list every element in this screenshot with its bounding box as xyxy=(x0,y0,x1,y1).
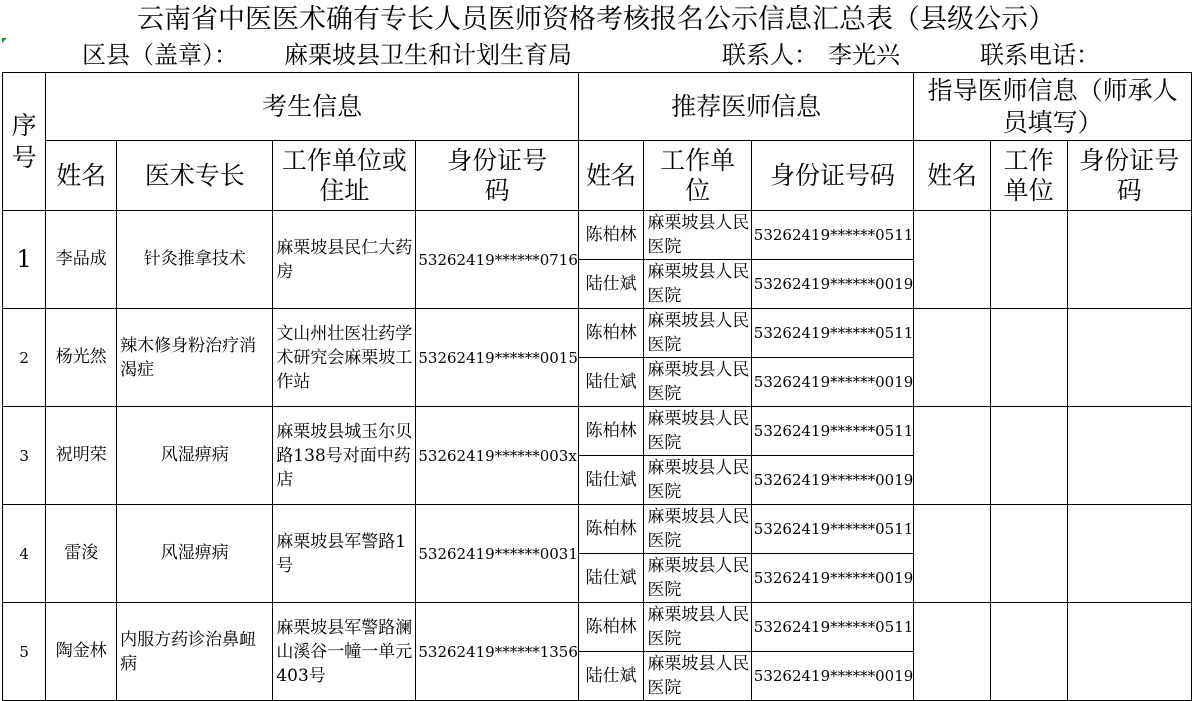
recommend-doctor-id: 53262419******0511 xyxy=(751,505,914,554)
row-index: 5 xyxy=(3,603,46,701)
candidate-specialty: 针灸推拿技术 xyxy=(117,211,273,309)
table-row xyxy=(3,407,1192,456)
recommend-doctor-id: 53262419******0019 xyxy=(751,260,914,309)
recommend-doctor-unit: 麻栗坡县人民医院 xyxy=(644,652,751,701)
candidate-address: 麻栗坡县军警路澜山溪谷一幢一单元403号 xyxy=(273,603,416,701)
table-row xyxy=(3,603,1192,652)
contact-value: 李光兴 xyxy=(828,41,900,69)
mentor-id-cell[interactable] xyxy=(1067,603,1191,701)
candidate-name: 雷浚 xyxy=(46,505,117,603)
recommend-doctor-name: 陈柏林 xyxy=(578,407,643,456)
recommend-doctor-unit: 麻栗坡县人民医院 xyxy=(644,554,751,603)
recommend-doctor-name: 陈柏林 xyxy=(578,505,643,554)
candidate-name: 祝明荣 xyxy=(46,407,117,505)
header-recommend-id: 身份证号码 xyxy=(751,141,914,211)
table-row xyxy=(3,505,1192,554)
table-row xyxy=(3,211,1192,260)
recommend-doctor-id: 53262419******0019 xyxy=(751,358,914,407)
row-index: 1 xyxy=(3,211,46,309)
header-candidate-address: 工作单位或住址 xyxy=(273,141,416,211)
candidate-address: 麻栗坡县城玉尔贝路138号对面中药店 xyxy=(273,407,416,505)
recommend-doctor-unit: 麻栗坡县人民医院 xyxy=(644,505,751,554)
recommend-doctor-name: 陆仕斌 xyxy=(578,260,643,309)
header-candidate-specialty: 医术专长 xyxy=(117,141,273,211)
mentor-id-cell[interactable] xyxy=(1067,211,1191,309)
recommend-doctor-id: 53262419******0511 xyxy=(751,211,914,260)
recommend-doctor-unit: 麻栗坡县人民医院 xyxy=(644,309,751,358)
header-recommend-unit: 工作单位 xyxy=(644,141,751,211)
row-index: 3 xyxy=(3,407,46,505)
candidate-specialty: 风湿痹病 xyxy=(117,505,273,603)
recommend-doctor-unit: 麻栗坡县人民医院 xyxy=(644,358,751,407)
mentor-id-cell[interactable] xyxy=(1067,309,1191,407)
header-mentor-group: 指导医师信息（师承人员填写） xyxy=(914,73,1192,141)
candidate-id: 53262419******003x xyxy=(416,407,579,505)
header-candidate-name: 姓名 xyxy=(46,141,117,211)
header-mentor-name: 姓名 xyxy=(914,141,990,211)
mentor-unit-cell[interactable] xyxy=(990,603,1067,701)
candidate-name: 李品成 xyxy=(46,211,117,309)
recommend-doctor-unit: 麻栗坡县人民医院 xyxy=(644,211,751,260)
mentor-unit-cell[interactable] xyxy=(990,309,1067,407)
candidate-specialty: 内服方药诊治鼻衄病 xyxy=(117,603,273,701)
candidate-id: 53262419******0031 xyxy=(416,505,579,603)
header-recommend-group: 推荐医师信息 xyxy=(578,73,913,141)
candidate-address: 麻栗坡县民仁大药房 xyxy=(273,211,416,309)
header-index: 序号 xyxy=(3,73,46,211)
registration-table xyxy=(2,72,1192,701)
header-mentor-unit: 工作单位 xyxy=(990,141,1067,211)
row-index: 2 xyxy=(3,309,46,407)
recommend-doctor-id: 53262419******0511 xyxy=(751,603,914,652)
candidate-name: 陶金林 xyxy=(46,603,117,701)
mentor-id-cell[interactable] xyxy=(1067,407,1191,505)
header-candidate-group: 考生信息 xyxy=(46,73,579,141)
mentor-unit-cell[interactable] xyxy=(990,407,1067,505)
contact-label: 联系人： xyxy=(722,41,818,69)
recommend-doctor-unit: 麻栗坡县人民医院 xyxy=(644,407,751,456)
page-title: 云南省中医医术确有专长人员医师资格考核报名公示信息汇总表（县级公示） xyxy=(137,4,1055,35)
mentor-unit-cell[interactable] xyxy=(990,505,1067,603)
candidate-name: 杨光然 xyxy=(46,309,117,407)
candidate-address: 文山州壮医壮药学术研究会麻栗坡工作站 xyxy=(273,309,416,407)
row-index: 4 xyxy=(3,505,46,603)
recommend-doctor-name: 陈柏林 xyxy=(578,211,643,260)
recommend-doctor-name: 陆仕斌 xyxy=(578,358,643,407)
candidate-specialty: 风湿痹病 xyxy=(117,407,273,505)
recommend-doctor-id: 53262419******0511 xyxy=(751,407,914,456)
mentor-name-cell[interactable] xyxy=(914,309,990,407)
recommend-doctor-name: 陈柏林 xyxy=(578,603,643,652)
recommend-doctor-id: 53262419******0019 xyxy=(751,456,914,505)
phone-label: 联系电话： xyxy=(980,41,1100,69)
recommend-doctor-name: 陈柏林 xyxy=(578,309,643,358)
cell-comment-marker xyxy=(2,38,7,43)
recommend-doctor-id: 53262419******0511 xyxy=(751,309,914,358)
recommend-doctor-name: 陆仕斌 xyxy=(578,652,643,701)
candidate-id: 53262419******0015 xyxy=(416,309,579,407)
recommend-doctor-id: 53262419******0019 xyxy=(751,554,914,603)
candidate-id: 53262419******1356 xyxy=(416,603,579,701)
mentor-unit-cell[interactable] xyxy=(990,211,1067,309)
header-recommend-name: 姓名 xyxy=(578,141,643,211)
mentor-name-cell[interactable] xyxy=(914,211,990,309)
mentor-name-cell[interactable] xyxy=(914,407,990,505)
header-mentor-id: 身份证号码 xyxy=(1067,141,1191,211)
header-candidate-id: 身份证号码 xyxy=(416,141,579,211)
table-row xyxy=(3,309,1192,358)
recommend-doctor-unit: 麻栗坡县人民医院 xyxy=(644,260,751,309)
mentor-name-cell[interactable] xyxy=(914,505,990,603)
mentor-id-cell[interactable] xyxy=(1067,505,1191,603)
candidate-specialty: 辣木修身粉治疗消渴症 xyxy=(117,309,273,407)
candidate-id: 53262419******0716 xyxy=(416,211,579,309)
recommend-doctor-name: 陆仕斌 xyxy=(578,554,643,603)
mentor-name-cell[interactable] xyxy=(914,603,990,701)
district-label: 区县（盖章）： xyxy=(82,41,238,69)
recommend-doctor-id: 53262419******0019 xyxy=(751,652,914,701)
candidate-address: 麻栗坡县军警路1号 xyxy=(273,505,416,603)
recommend-doctor-name: 陆仕斌 xyxy=(578,456,643,505)
district-value: 麻栗坡县卫生和计划生育局 xyxy=(284,41,572,69)
recommend-doctor-unit: 麻栗坡县人民医院 xyxy=(644,603,751,652)
recommend-doctor-unit: 麻栗坡县人民医院 xyxy=(644,456,751,505)
